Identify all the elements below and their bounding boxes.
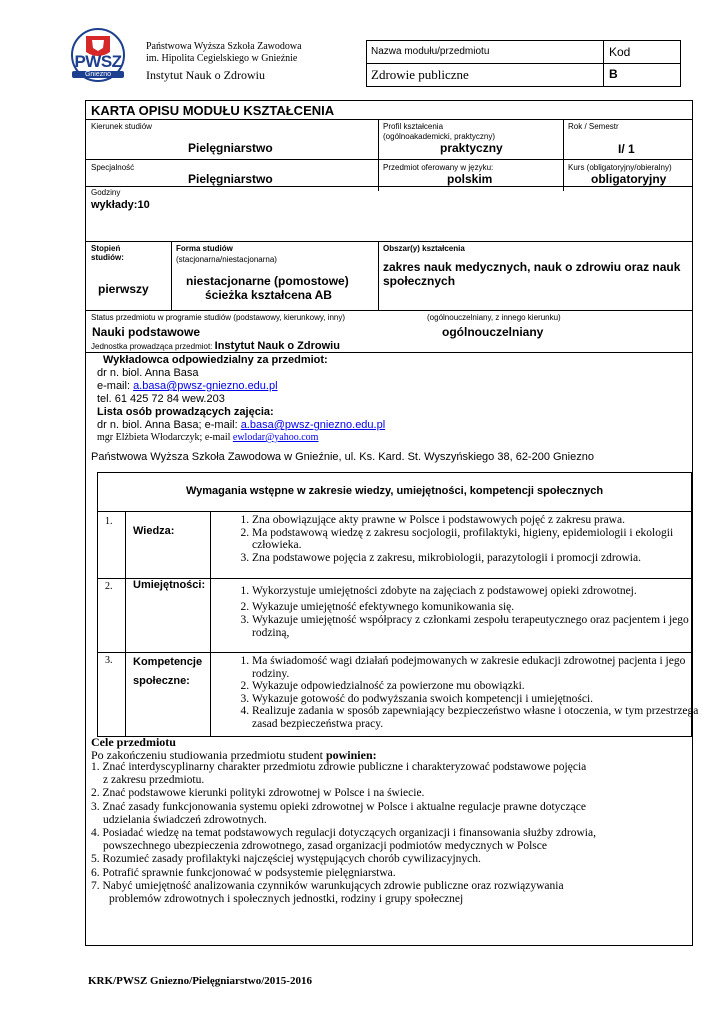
req-item: 1. Zna obowiązujące akty prawne w Polsce i podstawowych pojęć z zakresu prawa.: [252, 514, 704, 527]
req-label-kompetencje-2: społeczne:: [133, 675, 190, 687]
req-list-wiedza: [232, 514, 704, 564]
goals-intro-text: Po zakończeniu studiowania przedmiotu student: [91, 748, 326, 762]
staff-person1: [97, 419, 385, 431]
goal-line: powszechnego ubezpieczenia zdrowotnego, zasad organizacji podmiotów medycznych w Polsce: [103, 840, 547, 853]
req-list-umiejetnosci: [232, 582, 704, 640]
goal-line: problemów zdrowotnych i społecznych jednostki, rodziny i grupy społecznej: [109, 893, 464, 906]
req-item: 2. Ma podstawową wiedzę z zakresu socjologii, profilaktyki, higieny, epidemiologii i ekologii człowieka.: [252, 527, 704, 552]
lecturer-name: dr n. biol. Anna Basa: [97, 367, 199, 379]
person1-email-link[interactable]: a.basa@pwsz-gniezno.edu.pl: [240, 419, 386, 431]
profil-label: Profil kształcenia: [383, 122, 444, 131]
godziny-value: wykłady:10: [91, 199, 150, 211]
req-item: 2. Wykazuje umiejętność efektywnego komunikowania się.: [252, 601, 704, 614]
kurs-value: obligatoryjny: [591, 172, 667, 186]
module-name-label: Nazwa modułu/przedmiotu: [371, 46, 490, 57]
person2-text: mgr Elżbieta Włodarczyk; e-mail: [97, 432, 233, 443]
goal-line: udzielania świadczeń zdrowotnych.: [103, 813, 267, 826]
forma-value-line1: niestacjonarne (pomostowe): [186, 274, 349, 288]
stopien-label: Stopień studiów:: [91, 244, 124, 262]
goal-line: 6. Potrafić sprawnie funkcjonować w podsystemie pielęgniarstwa.: [91, 866, 396, 879]
profil-sublabel: (ogólnoakademicki, praktyczny): [383, 132, 496, 141]
godziny-label: Godziny: [91, 188, 121, 197]
goals-heading: Cele przedmiotu: [91, 735, 176, 749]
school-logo: [70, 28, 126, 82]
logo-text: PWSZ: [74, 52, 122, 71]
school-address: Państwowa Wyższa Szkoła Zawodowa w Gnieźnie, ul. Ks. Kard. St. Wyszyńskiego 38, 62-200 Gniezno: [91, 451, 594, 463]
institute-name: Instytut Nauk o Zdrowiu: [146, 68, 265, 82]
ogolno-label: (ogólnouczelniany, z innego kierunku): [427, 313, 561, 322]
goal-line: 2. Znać podstawowe kierunki polityki zdrowotnej w Polsce i na świecie.: [91, 787, 425, 800]
req-item: 3. Wykazuje umiejętność współpracy z członkami zespołu terapeutycznego oraz pacjentem i jego rodziną,: [252, 614, 704, 640]
specjalnosc-value: Pielęgniarstwo: [188, 172, 273, 186]
lecturer-phone: tel. 61 425 72 84 wew.203: [97, 393, 225, 405]
page-footer: KRK/PWSZ Gniezno/Pielęgniarstwo/2015-2016: [88, 975, 312, 987]
req-num-2: 2.: [105, 581, 113, 592]
obszar-label: Obszar(y) kształcenia: [383, 244, 465, 253]
rok-value: I/ 1: [618, 142, 635, 156]
lecturer-heading: Wykładowca odpowiedzialny za przedmiot:: [103, 354, 328, 366]
forma-label: Forma studiów: [176, 244, 233, 253]
email-prefix: e-mail:: [97, 380, 134, 392]
school-name-line1: Państwowa Wyższa Szkoła Zawodowa: [146, 41, 302, 52]
specjalnosc-label: Specjalność: [91, 163, 135, 172]
lecturer-email-link[interactable]: a.basa@pwsz-gniezno.edu.pl: [133, 380, 278, 392]
req-item: 2. Wykazuje odpowiedzialność za powierzone mu obowiązki.: [252, 680, 704, 693]
person1-text: dr n. biol. Anna Basa; e-mail:: [97, 419, 241, 431]
req-num-1: 1.: [105, 516, 113, 527]
req-item: 1. Wykorzystuje umiejętności zdobyte na zajęciach z podstawowej opieki zdrowotnej.: [252, 582, 704, 601]
profil-value: praktyczny: [440, 141, 503, 155]
req-item: 3. Wykazuje gotowość do podwyższania swoich kompetencji i umiejętności.: [252, 693, 704, 706]
requirements-heading: Wymagania wstępne w zakresie wiedzy, umiejętności, kompetencji społecznych: [185, 485, 604, 497]
req-num-3: 3.: [105, 655, 113, 666]
goal-line: 1. Znać interdyscyplinarny charakter przedmiotu zdrowie publiczne i charakteryzować podstawowe pojęcia: [91, 761, 587, 773]
jednostka-value: Instytut Nauk o Zdrowiu: [214, 340, 340, 352]
req-label-wiedza: Wiedza:: [133, 525, 175, 537]
jezyk-label: Przedmiot oferowany w języku:: [383, 163, 494, 172]
req-label-umiejetnosci: Umiejętności:: [133, 579, 206, 591]
kurs-label: Kurs (obligatoryjny/obieralny): [568, 163, 672, 172]
lecturer-email-row: [97, 380, 278, 392]
logo-subtext: Gniezno: [72, 71, 124, 78]
goals-list: [91, 761, 691, 906]
person2-email-link[interactable]: ewlodar@yahoo.com: [232, 432, 319, 443]
req-item: 4. Realizuje zadania w sposób zapewniający bezpieczeństwo własne i otoczenia, w tym przestrzega zasad bezpieczeństwa pracy.: [252, 705, 704, 730]
req-list-kompetencje: [232, 655, 704, 730]
jednostka-row: [91, 340, 340, 352]
goals-intro-bold: powinien:: [325, 748, 377, 762]
card-title: KARTA OPISU MODUŁU KSZTAŁCENIA: [91, 103, 335, 118]
staff-person2: [97, 432, 318, 443]
kierunek-value: Pielęgniarstwo: [188, 141, 273, 155]
forma-value-line2: ścieżka kształcena AB: [205, 288, 332, 302]
jednostka-label: Jednostka prowadząca przedmiot:: [91, 342, 213, 351]
req-item: 3. Zna podstawowe pojęcia z zakresu, mikrobiologii, parazytologii i promocji zdrowia.: [252, 552, 704, 565]
goal-line: z zakresu przedmiotu.: [103, 774, 205, 787]
rok-label: Rok / Semestr: [568, 122, 619, 131]
status-label: Status przedmiotu w programie studiów (podstawowy, kierunkowy, inny): [91, 313, 346, 322]
req-label-kompetencje-1: Kompetencje: [133, 656, 203, 668]
module-name: Zdrowie publiczne: [371, 67, 469, 82]
stopien-value: pierwszy: [98, 282, 149, 296]
code-label: Kod: [609, 45, 631, 59]
ogolno-value: ogólnouczelniany: [442, 325, 544, 339]
req-item: 1. Ma świadomość wagi działań podejmowanych w zakresie edukacji zdrowotnej pacjenta i jego rodziny.: [252, 655, 704, 680]
kierunek-label: Kierunek studiów: [91, 122, 152, 131]
status-value: Nauki podstawowe: [92, 325, 201, 339]
goal-line: 5. Rozumieć zasady profilaktyki najczęściej występujących chorób cywilizacyjnych.: [91, 853, 481, 866]
school-name-line2: im. Hipolita Cegielskiego w Gnieźnie: [146, 53, 298, 64]
goal-line: 4. Posiadać wiedzę na temat podstawowych regulacji dotyczących organizacji i finansowania służby zdrowia,: [91, 827, 596, 840]
obszar-value: zakres nauk medycznych, nauk o zdrowiu oraz nauk społecznych: [383, 260, 681, 288]
module-code: B: [609, 67, 618, 81]
staff-list-heading: Lista osób prowadzących zajęcia:: [97, 406, 274, 418]
forma-sublabel: (stacjonarna/niestacjonarna): [176, 255, 277, 264]
goal-line: 7. Nabyć umiejętność analizowania czynników warunkujących zdrowie publiczne oraz rozwiązywania: [91, 879, 564, 892]
jezyk-value: polskim: [447, 172, 493, 186]
goal-line: 3. Znać zasady funkcjonowania systemu opieki zdrowotnej w Polsce i aktualne regulacje prawne dotyczące: [91, 800, 586, 813]
